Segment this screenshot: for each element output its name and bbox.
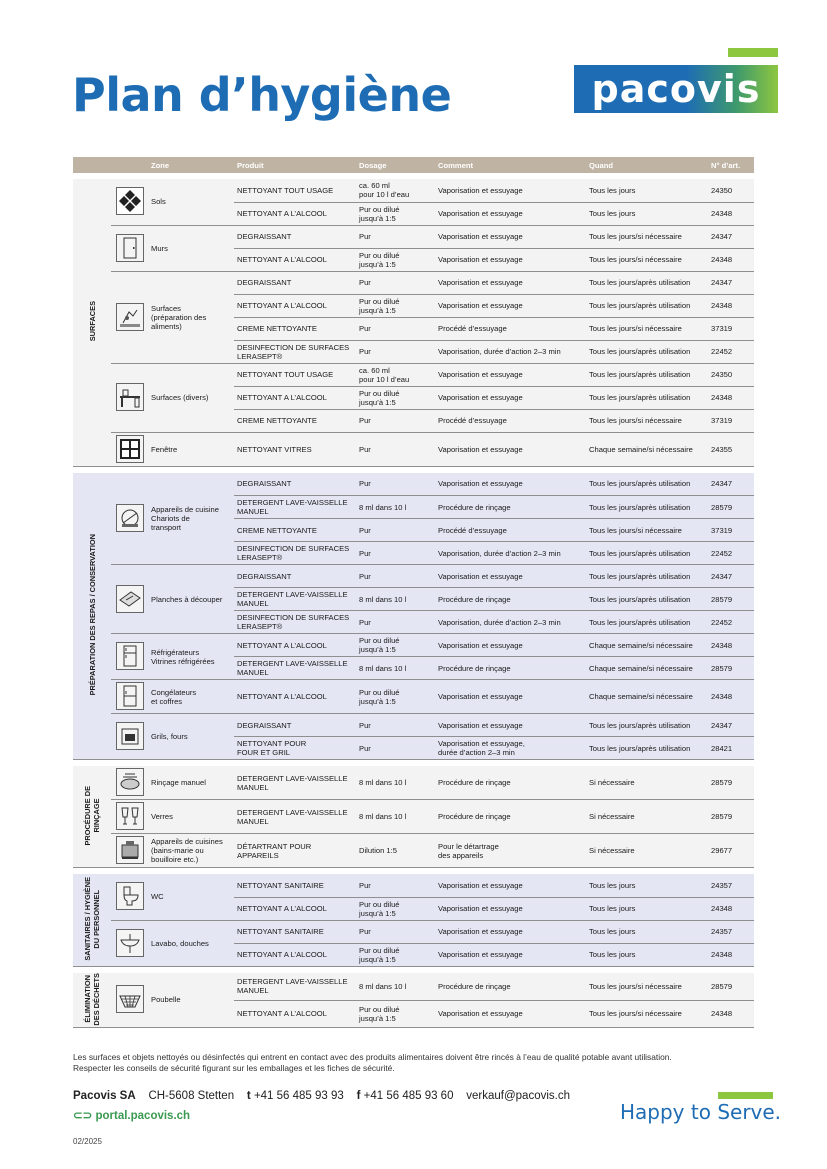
zone-cell: Surfaces (préparation des aliments) — [148, 271, 234, 363]
art-cell: 28579 — [708, 588, 754, 611]
zone-cell: Congélateurs et coffres — [148, 680, 234, 714]
quand-cell: Tous les jours/après utilisation — [586, 271, 708, 294]
dosage-cell: Pur — [356, 432, 435, 466]
art-cell: 24357 — [708, 920, 754, 943]
phone-label: t — [246, 1090, 251, 1102]
zone-cell: Surfaces (divers) — [148, 363, 234, 432]
group-label-cell — [73, 874, 111, 966]
dishes-icon — [116, 768, 144, 796]
produit-cell: DETERGENT LAVE-VAISSELLE MANUEL — [234, 766, 356, 800]
produit-cell: DESINFECTION DE SURFACES LERASEPT® — [234, 542, 356, 565]
produit-cell: DETERGENT LAVE-VAISSELLE MANUEL — [234, 496, 356, 519]
quand-cell: Tous les jours/après utilisation — [586, 611, 708, 634]
comment-cell: Pour le détartrage des appareils — [435, 834, 586, 868]
quand-cell: Tous les jours/si nécessaire — [586, 409, 708, 432]
group-label: ÉLIMINATION DES DÉCHETS — [83, 972, 101, 1026]
dosage-cell: Pur — [356, 409, 435, 432]
dosage-cell: Pur — [356, 473, 435, 496]
comment-cell: Procédé d’essuyage — [435, 317, 586, 340]
oven-icon — [116, 722, 144, 750]
produit-cell: NETTOYANT A L’ALCOOL — [234, 294, 356, 317]
comment-cell: Procédure de rinçage — [435, 496, 586, 519]
produit-cell: NETTOYANT A L’ALCOOL — [234, 202, 356, 225]
table-row — [73, 565, 754, 588]
portal-link[interactable]: ⊂⊃ portal.pacovis.ch — [73, 1110, 191, 1122]
produit-cell: NETTOYANT A L’ALCOOL — [234, 386, 356, 409]
table-row — [73, 432, 754, 466]
address: CH-5608 Stetten — [148, 1090, 235, 1102]
dosage-cell: 8 ml dans 10 l — [356, 800, 435, 834]
group-label: PROCÉDURE DE RINÇAGE — [83, 785, 101, 846]
art-cell: 24348 — [708, 1000, 754, 1028]
dosage-cell: 8 ml dans 10 l — [356, 657, 435, 680]
table-row — [73, 271, 754, 294]
comment-cell: Vaporisation, durée d’action 2–3 min — [435, 542, 586, 565]
group-label-cell — [73, 179, 111, 466]
quand-cell: Tous les jours — [586, 943, 708, 966]
quand-cell: Tous les jours/si nécessaire — [586, 248, 708, 271]
table-row — [73, 179, 754, 202]
produit-cell: DEGRAISSANT — [234, 565, 356, 588]
quand-cell: Tous les jours — [586, 179, 708, 202]
phone: +41 56 485 93 93 — [253, 1090, 344, 1102]
toilet-icon — [116, 882, 144, 910]
art-cell: 24347 — [708, 473, 754, 496]
logo-accent-bar — [728, 48, 778, 57]
produit-cell: DETERGENT LAVE-VAISSELLE MANUEL — [234, 588, 356, 611]
produit-cell: DESINFECTION DE SURFACES LERASEPT® — [234, 340, 356, 363]
work-surface-icon — [116, 303, 144, 331]
dosage-cell: Pur ou dilué jusqu’à 1:5 — [356, 634, 435, 657]
comment-cell: Vaporisation et essuyage — [435, 943, 586, 966]
table-row — [73, 800, 754, 834]
table-row — [73, 714, 754, 737]
comment-cell: Vaporisation et essuyage — [435, 1000, 586, 1028]
produit-cell: CREME NETTOYANTE — [234, 409, 356, 432]
art-cell: 24348 — [708, 294, 754, 317]
table-row — [73, 680, 754, 714]
produit-cell: DEGRAISSANT — [234, 714, 356, 737]
quand-cell: Tous les jours/si nécessaire — [586, 225, 708, 248]
table-row — [73, 225, 754, 248]
boiler-icon — [116, 836, 144, 864]
header-cell — [73, 157, 111, 173]
comment-cell: Vaporisation et essuyage — [435, 294, 586, 317]
group-label: SANITAIRES / HYGIÈNE DU PERSONNEL — [83, 876, 101, 961]
comment-cell: Vaporisation et essuyage — [435, 202, 586, 225]
dosage-cell: Pur — [356, 225, 435, 248]
group-label: PRÉPARATION DES REPAS / CONSERVATION — [87, 534, 97, 696]
art-cell: 24350 — [708, 179, 754, 202]
table-row — [73, 473, 754, 496]
dosage-cell: Pur ou dilué jusqu’à 1:5 — [356, 680, 435, 714]
comment-cell: Vaporisation et essuyage — [435, 363, 586, 386]
dosage-cell: Pur ou dilué jusqu’à 1:5 — [356, 248, 435, 271]
dosage-cell: Pur — [356, 317, 435, 340]
dosage-cell: Pur — [356, 565, 435, 588]
freezer-icon — [116, 682, 144, 710]
comment-cell: Vaporisation et essuyage — [435, 634, 586, 657]
dosage-cell: Pur — [356, 874, 435, 897]
dosage-cell: Pur — [356, 611, 435, 634]
produit-cell: NETTOYANT POUR FOUR ET GRIL — [234, 737, 356, 760]
produit-cell: NETTOYANT A L’ALCOOL — [234, 897, 356, 920]
comment-cell: Vaporisation, durée d’action 2–3 min — [435, 340, 586, 363]
footer-contact — [73, 1090, 570, 1102]
header-comment: Comment — [435, 157, 586, 173]
pacovis-logo: pacovis — [574, 65, 778, 113]
quand-cell: Tous les jours/après utilisation — [586, 542, 708, 565]
art-cell: 24348 — [708, 680, 754, 714]
group-label: SURFACES — [87, 301, 97, 342]
art-cell: 24348 — [708, 202, 754, 225]
dosage-cell: 8 ml dans 10 l — [356, 588, 435, 611]
quand-cell: Tous les jours — [586, 920, 708, 943]
art-cell: 24348 — [708, 248, 754, 271]
window-icon — [116, 435, 144, 463]
zone-cell: Poubelle — [148, 973, 234, 1028]
quand-cell: Chaque semaine/si nécessaire — [586, 634, 708, 657]
quand-cell: Chaque semaine/si nécessaire — [586, 432, 708, 466]
comment-cell: Procédure de rinçage — [435, 657, 586, 680]
art-cell: 24348 — [708, 386, 754, 409]
quand-cell: Tous les jours/après utilisation — [586, 714, 708, 737]
comment-cell: Vaporisation et essuyage — [435, 271, 586, 294]
comment-cell: Procédure de rinçage — [435, 973, 586, 1001]
glasses-icon — [116, 802, 144, 830]
group-label-cell — [73, 973, 111, 1028]
dosage-cell: Pur — [356, 542, 435, 565]
quand-cell: Chaque semaine/si nécessaire — [586, 680, 708, 714]
hygiene-table — [73, 157, 754, 1028]
comment-cell: Vaporisation et essuyage — [435, 432, 586, 466]
produit-cell: DESINFECTION DE SURFACES LERASEPT® — [234, 611, 356, 634]
dosage-cell: Pur ou dilué jusqu’à 1:5 — [356, 897, 435, 920]
produit-cell: DÉTARTRANT POUR APPAREILS — [234, 834, 356, 868]
comment-cell: Vaporisation et essuyage — [435, 920, 586, 943]
produit-cell: NETTOYANT A L’ALCOOL — [234, 943, 356, 966]
dosage-cell: ca. 60 ml pour 10 l d’eau — [356, 179, 435, 202]
art-cell: 24347 — [708, 271, 754, 294]
art-cell: 24347 — [708, 225, 754, 248]
art-cell: 24350 — [708, 363, 754, 386]
produit-cell: NETTOYANT SANITAIRE — [234, 874, 356, 897]
art-cell: 24347 — [708, 714, 754, 737]
comment-cell: Vaporisation et essuyage — [435, 680, 586, 714]
header-dosage: Dosage — [356, 157, 435, 173]
bin-icon — [116, 985, 144, 1013]
art-cell: 28579 — [708, 973, 754, 1001]
quand-cell: Tous les jours — [586, 202, 708, 225]
quand-cell: Tous les jours/après utilisation — [586, 386, 708, 409]
produit-cell: DEGRAISSANT — [234, 271, 356, 294]
sink-icon — [116, 929, 144, 957]
zone-cell: Sols — [148, 179, 234, 225]
comment-cell: Vaporisation et essuyage, durée d’action 2–3 min — [435, 737, 586, 760]
produit-cell: NETTOYANT VITRES — [234, 432, 356, 466]
zone-cell: WC — [148, 874, 234, 920]
art-cell: 24347 — [708, 565, 754, 588]
header-zone: Zone — [148, 157, 234, 173]
art-cell: 22452 — [708, 340, 754, 363]
quand-cell: Tous les jours/après utilisation — [586, 737, 708, 760]
zone-cell: Planches à découper — [148, 565, 234, 634]
quand-cell: Tous les jours/après utilisation — [586, 363, 708, 386]
zone-cell: Murs — [148, 225, 234, 271]
group-label-cell — [73, 766, 111, 868]
comment-cell: Vaporisation et essuyage — [435, 874, 586, 897]
produit-cell: DEGRAISSANT — [234, 473, 356, 496]
safety-note: Les surfaces et objets nettoyés ou désinfectés qui entrent en contact avec des produits alimentaires doivent être rincés à l’eau de qualité potable avant utilisation. Respecter les conseils de sécurité figurant sur les emballages et les fiches de sécurité. — [73, 1052, 672, 1073]
header-produit: Produit — [234, 157, 356, 173]
dosage-cell: Pur — [356, 920, 435, 943]
document-date: 02/2025 — [73, 1137, 102, 1146]
art-cell: 28579 — [708, 496, 754, 519]
comment-cell: Procédé d’essuyage — [435, 519, 586, 542]
slogan-accent-bar — [718, 1092, 773, 1099]
comment-cell: Vaporisation et essuyage — [435, 225, 586, 248]
art-cell: 37319 — [708, 409, 754, 432]
quand-cell: Tous les jours/après utilisation — [586, 340, 708, 363]
quand-cell: Tous les jours/si nécessaire — [586, 973, 708, 1001]
cutting-board-icon — [116, 585, 144, 613]
zone-cell: Fenêtre — [148, 432, 234, 466]
art-cell: 28579 — [708, 766, 754, 800]
page-title: Plan d’hygiène — [72, 68, 452, 122]
art-cell: 28579 — [708, 657, 754, 680]
zone-cell: Verres — [148, 800, 234, 834]
dosage-cell: 8 ml dans 10 l — [356, 973, 435, 1001]
comment-cell: Vaporisation et essuyage — [435, 473, 586, 496]
dosage-cell: Pur ou dilué jusqu’à 1:5 — [356, 943, 435, 966]
dosage-cell: ca. 60 ml pour 10 l d’eau — [356, 363, 435, 386]
zone-cell: Grils, fours — [148, 714, 234, 760]
quand-cell: Si nécessaire — [586, 766, 708, 800]
produit-cell: DEGRAISSANT — [234, 225, 356, 248]
dosage-cell: Pur ou dilué jusqu’à 1:5 — [356, 294, 435, 317]
table-row — [73, 634, 754, 657]
fax-label: f — [356, 1090, 361, 1102]
dosage-cell: Pur ou dilué jusqu’à 1:5 — [356, 386, 435, 409]
zone-cell: Rinçage manuel — [148, 766, 234, 800]
comment-cell: Vaporisation et essuyage — [435, 248, 586, 271]
group-label-cell — [73, 473, 111, 760]
art-cell: 37319 — [708, 519, 754, 542]
fax: +41 56 485 93 60 — [363, 1090, 454, 1102]
quand-cell: Tous les jours/après utilisation — [586, 496, 708, 519]
comment-cell: Procédure de rinçage — [435, 766, 586, 800]
dosage-cell: 8 ml dans 10 l — [356, 496, 435, 519]
comment-cell: Procédure de rinçage — [435, 800, 586, 834]
zone-cell: Appareils de cuisine Chariots de transport — [148, 473, 234, 565]
quand-cell: Tous les jours/si nécessaire — [586, 519, 708, 542]
door-icon — [116, 234, 144, 262]
produit-cell: CREME NETTOYANTE — [234, 317, 356, 340]
quand-cell: Si nécessaire — [586, 834, 708, 868]
desk-icon — [116, 383, 144, 411]
zone-cell: Lavabo, douches — [148, 920, 234, 966]
produit-cell: CREME NETTOYANTE — [234, 519, 356, 542]
dosage-cell: Pur ou dilué jusqu’à 1:5 — [356, 202, 435, 225]
quand-cell: Tous les jours — [586, 874, 708, 897]
dosage-cell: Pur — [356, 340, 435, 363]
table-header — [73, 157, 754, 173]
dosage-cell: Dilution 1:5 — [356, 834, 435, 868]
produit-cell: NETTOYANT A L’ALCOOL — [234, 1000, 356, 1028]
produit-cell: NETTOYANT TOUT USAGE — [234, 179, 356, 202]
header-art: N° d’art. — [708, 157, 754, 173]
table-row — [73, 920, 754, 943]
quand-cell: Si nécessaire — [586, 800, 708, 834]
art-cell: 24348 — [708, 634, 754, 657]
art-cell: 22452 — [708, 611, 754, 634]
produit-cell: NETTOYANT A L’ALCOOL — [234, 248, 356, 271]
quand-cell: Tous les jours/si nécessaire — [586, 1000, 708, 1028]
header-cell — [111, 157, 148, 173]
comment-cell: Vaporisation et essuyage — [435, 565, 586, 588]
art-cell: 37319 — [708, 317, 754, 340]
quand-cell: Tous les jours/après utilisation — [586, 473, 708, 496]
quand-cell: Tous les jours — [586, 897, 708, 920]
table-row — [73, 973, 754, 1001]
table-row — [73, 766, 754, 800]
quand-cell: Tous les jours/après utilisation — [586, 588, 708, 611]
art-cell: 24348 — [708, 943, 754, 966]
zone-cell: Réfrigérateurs Vitrines réfrigérées — [148, 634, 234, 680]
produit-cell: NETTOYANT A L’ALCOOL — [234, 680, 356, 714]
art-cell: 24355 — [708, 432, 754, 466]
zone-cell: Appareils de cuisines (bains-marie ou bouilloire etc.) — [148, 834, 234, 868]
quand-cell: Tous les jours/si nécessaire — [586, 317, 708, 340]
produit-cell: DETERGENT LAVE-VAISSELLE MANUEL — [234, 973, 356, 1001]
dosage-cell: Pur — [356, 271, 435, 294]
quand-cell: Chaque semaine/si nécessaire — [586, 657, 708, 680]
comment-cell: Procédé d’essuyage — [435, 409, 586, 432]
slogan: Happy to Serve. — [620, 1100, 782, 1124]
dosage-cell: 8 ml dans 10 l — [356, 766, 435, 800]
header-quand: Quand — [586, 157, 708, 173]
fridge-icon — [116, 642, 144, 670]
produit-cell: DETERGENT LAVE-VAISSELLE MANUEL — [234, 657, 356, 680]
art-cell: 24348 — [708, 897, 754, 920]
table-row — [73, 363, 754, 386]
table-row — [73, 874, 754, 897]
art-cell: 28579 — [708, 800, 754, 834]
comment-cell: Procédure de rinçage — [435, 588, 586, 611]
produit-cell: NETTOYANT TOUT USAGE — [234, 363, 356, 386]
quand-cell: Tous les jours/après utilisation — [586, 565, 708, 588]
quand-cell: Tous les jours/après utilisation — [586, 294, 708, 317]
comment-cell: Vaporisation et essuyage — [435, 714, 586, 737]
email-link[interactable]: verkauf@pacovis.ch — [466, 1090, 570, 1102]
produit-cell: NETTOYANT A L’ALCOOL — [234, 634, 356, 657]
art-cell: 24357 — [708, 874, 754, 897]
kitchen-appliance-icon — [116, 504, 144, 532]
art-cell: 29677 — [708, 834, 754, 868]
dosage-cell: Pur — [356, 714, 435, 737]
dosage-cell: Pur — [356, 519, 435, 542]
comment-cell: Vaporisation et essuyage — [435, 897, 586, 920]
art-cell: 22452 — [708, 542, 754, 565]
produit-cell: DETERGENT LAVE-VAISSELLE MANUEL — [234, 800, 356, 834]
comment-cell: Vaporisation et essuyage — [435, 179, 586, 202]
comment-cell: Vaporisation et essuyage — [435, 386, 586, 409]
dosage-cell: Pur — [356, 737, 435, 760]
comment-cell: Vaporisation, durée d’action 2–3 min — [435, 611, 586, 634]
produit-cell: NETTOYANT SANITAIRE — [234, 920, 356, 943]
art-cell: 28421 — [708, 737, 754, 760]
link-icon: ⊂⊃ — [73, 1110, 93, 1122]
dosage-cell: Pur ou dilué jusqu’à 1:5 — [356, 1000, 435, 1028]
company-name: Pacovis SA — [73, 1090, 136, 1102]
floor-tiles-icon — [116, 187, 144, 215]
table-row — [73, 834, 754, 868]
